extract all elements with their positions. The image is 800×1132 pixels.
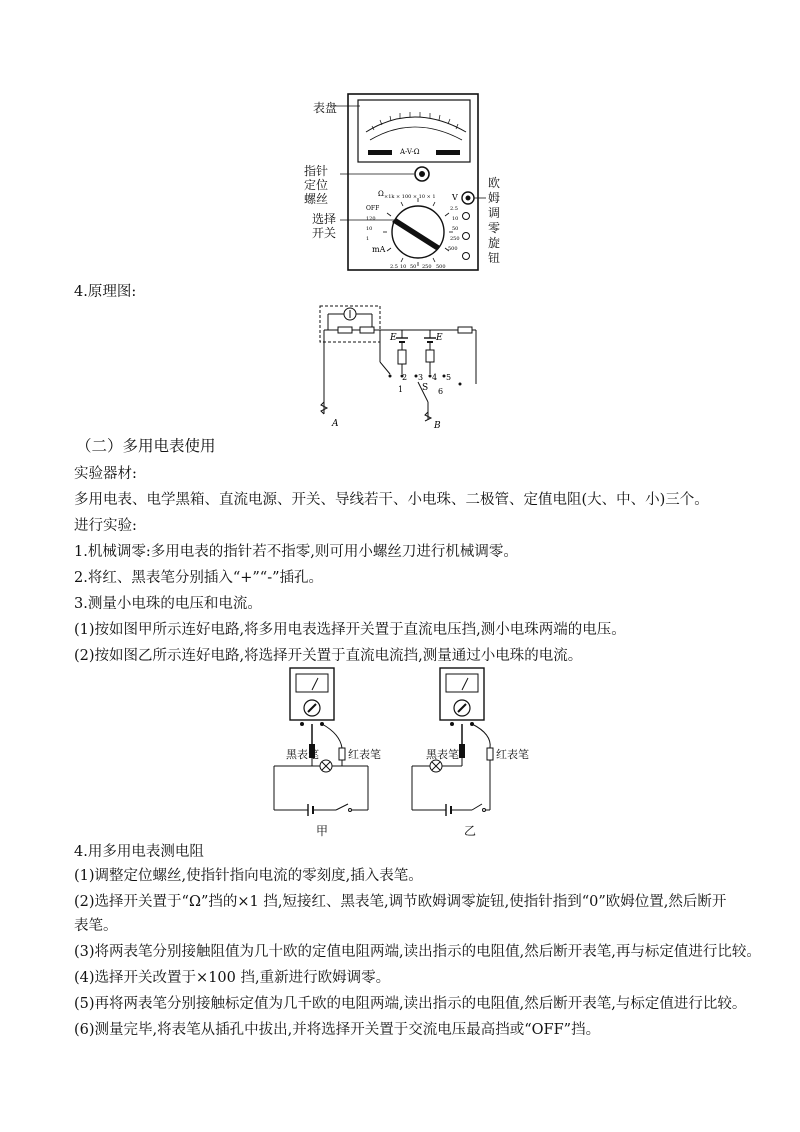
range-label: 10	[452, 216, 459, 222]
black-probe-label-a: 黑表笔	[286, 748, 319, 761]
range-label: 250	[422, 264, 432, 270]
step-2: 2.将红、黑表笔分别插入“+”“-”插孔。	[74, 570, 324, 586]
step-4-4: (4)选择开关改置于×100 挡,重新进行欧姆调零。	[74, 970, 391, 986]
label-E1: E	[390, 333, 397, 343]
label-S: S	[422, 383, 429, 393]
terminal-3: 3	[418, 373, 424, 382]
terminal-6: 6	[438, 387, 444, 396]
step-4-3: (3)将两表笔分别接触阻值为几十欧的定值电阻两端,读出指示的电阻值,然后断开表笔,再与标定值进行比较。	[74, 944, 761, 960]
terminal-4: 4	[432, 373, 438, 382]
switch-x-label: ×1k × 100 × 10 × 1	[384, 194, 436, 200]
step-4: 4.用多用电表测电阻	[74, 844, 204, 860]
step-1: 1.机械调零:多用电表的指针若不指零,则可用小螺丝刀进行机械调零。	[74, 544, 518, 560]
range-label: 10	[400, 264, 407, 270]
dial-text: A-V-Ω	[400, 148, 420, 156]
caption-a: 甲	[316, 824, 329, 838]
range-label: 2.5	[390, 264, 398, 270]
label-E2: E	[436, 333, 443, 343]
knob-label: 欧姆调零旋钮	[488, 176, 501, 265]
range-label: 50	[452, 226, 459, 232]
label-A: A	[332, 419, 339, 429]
range-label: 500	[436, 264, 446, 270]
switch-ma-label: mA	[372, 245, 386, 254]
range-label: 1	[366, 236, 370, 242]
terminal-5: 5	[446, 373, 452, 382]
switch-off-label: OFF	[366, 205, 380, 212]
principle-title: 4.原理图:	[74, 284, 137, 300]
materials-title: 实验器材:	[74, 466, 137, 482]
principle-circuit-figure	[318, 302, 488, 430]
range-label: 500	[448, 246, 458, 252]
label-B: B	[434, 421, 441, 430]
switch-ohm-label: Ω	[378, 190, 384, 198]
dial-label: 表盘	[313, 101, 338, 115]
step-4-1: (1)调整定位螺丝,使指针指向电流的零刻度,插入表笔。	[74, 868, 423, 884]
caption-b: 乙	[464, 824, 477, 838]
switch-label: 选择开关	[312, 212, 337, 240]
step-4-6: (6)测量完毕,将表笔从插孔中拔出,并将选择开关置于交流电压最高挡或“OFF”挡。	[74, 1022, 601, 1038]
red-probe-label-a: 红表笔	[348, 748, 381, 761]
switch-v-label: V	[452, 193, 458, 202]
section2-title: （二）多用电表使用	[76, 437, 216, 455]
range-label: 2.5	[450, 206, 458, 212]
step-3-1: (1)按如图甲所示连好电路,将多用电表选择开关置于直流电压挡,测小电珠两端的电压。	[74, 622, 626, 638]
range-label: 250	[450, 236, 460, 242]
terminal-2: 2	[402, 373, 408, 382]
procedure-title: 进行实验:	[74, 518, 137, 534]
principle-circuit-drawing	[318, 302, 488, 430]
circuit-b	[412, 668, 493, 816]
range-label: 50	[410, 264, 417, 270]
terminal-1: 1	[398, 385, 404, 394]
circuit-a	[274, 668, 368, 816]
step-3: 3.测量小电珠的电压和电流。	[74, 596, 262, 612]
range-label: 120	[366, 216, 376, 222]
step-3-2: (2)按如图乙所示连好电路,将选择开关置于直流电流挡,测量通过小电珠的电流。	[74, 648, 583, 664]
black-probe-label-b: 黑表笔	[426, 748, 459, 761]
range-label: 10	[366, 226, 373, 232]
red-probe-label-b: 红表笔	[496, 748, 529, 761]
step-4-2: (2)选择开关置于“Ω”挡的×1 挡,短接红、黑表笔,调节欧姆调零旋钮,使指针指到“0”欧姆位置,然后断开表笔。	[74, 894, 727, 934]
materials-text: 多用电表、电学黑箱、直流电源、开关、导线若干、小电珠、二极管、定值电阻(大、中、小)三个。	[74, 492, 709, 508]
screw-label: 指针定位螺丝	[304, 164, 329, 206]
step-4-5: (5)再将两表笔分别接触标定值为几千欧的电阻两端,读出指示的电阻值,然后断开表笔,与标定值进行比较。	[74, 996, 747, 1012]
